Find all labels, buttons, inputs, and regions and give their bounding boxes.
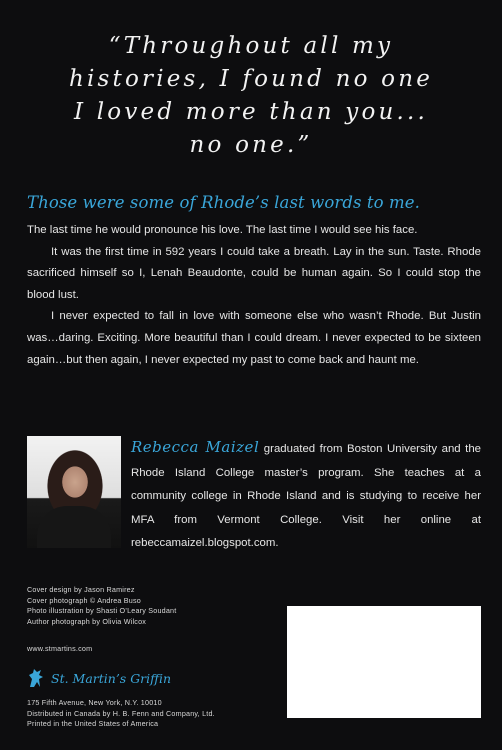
website-link[interactable]: www.stmartins.com <box>27 644 93 653</box>
tagline: Those were some of Rhode’s last words to me. <box>27 193 420 212</box>
pull-quote <box>0 30 502 162</box>
blurb-paragraph: The last time he would pronounce his love. The last time I would see his face. <box>27 224 418 236</box>
address-line: 175 Fifth Avenue, New York, N.Y. 10010 <box>27 698 162 707</box>
credit-line: Cover photograph © Andrea Buso <box>27 595 141 605</box>
author-photo <box>27 436 121 548</box>
quote-line: I loved more than you... <box>73 99 429 125</box>
credit-line: Author photograph by Olivia Wilcox <box>27 616 147 626</box>
cover-credits <box>27 585 176 627</box>
credit-line: Cover design by Jason Ramirez <box>27 585 135 594</box>
address-line: Printed in the United States of America <box>27 719 159 729</box>
quote-line: histories, I found no one <box>68 66 434 92</box>
publisher-address <box>27 698 215 730</box>
publisher-logo <box>27 666 171 690</box>
quote-line: no one.” <box>189 132 313 158</box>
author-bio <box>131 436 481 556</box>
author-name: Rebecca Maizel <box>131 438 260 456</box>
publisher-name: St. Martin’s Griffin <box>51 670 172 686</box>
griffin-icon <box>27 667 45 689</box>
address-line: Distributed in Canada by H. B. Fenn and Company, Ltd. <box>27 708 215 718</box>
credit-line: Photo illustration by Shasti O’Leary Soudant <box>27 606 177 616</box>
blurb <box>27 220 481 371</box>
quote-line: “Throughout all my <box>108 33 394 59</box>
barcode-area <box>287 606 481 718</box>
blurb-paragraph: I never expected to fall in love with someone else who wasn’t Rhode. But Justin was…daring. Exciting. More beautiful than I could dream. I never expected to be sixteen again…but then again, I never expected my past to come back and haunt me. <box>27 310 481 366</box>
blurb-paragraph: It was the first time in 592 years I could take a breath. Lay in the sun. Taste. Rhode sacrificed himself so I, Lenah Beaudonte, could be human again. So I could stop the blood lust. <box>27 245 481 301</box>
author-bio-text: graduated from Boston University and the Rhode Island College master’s program. She teaches at a community college in Rhode Island and is studying to receive her MFA from Vermont College. Visit her online at rebeccamaizel.blogspot.com. <box>131 443 482 549</box>
